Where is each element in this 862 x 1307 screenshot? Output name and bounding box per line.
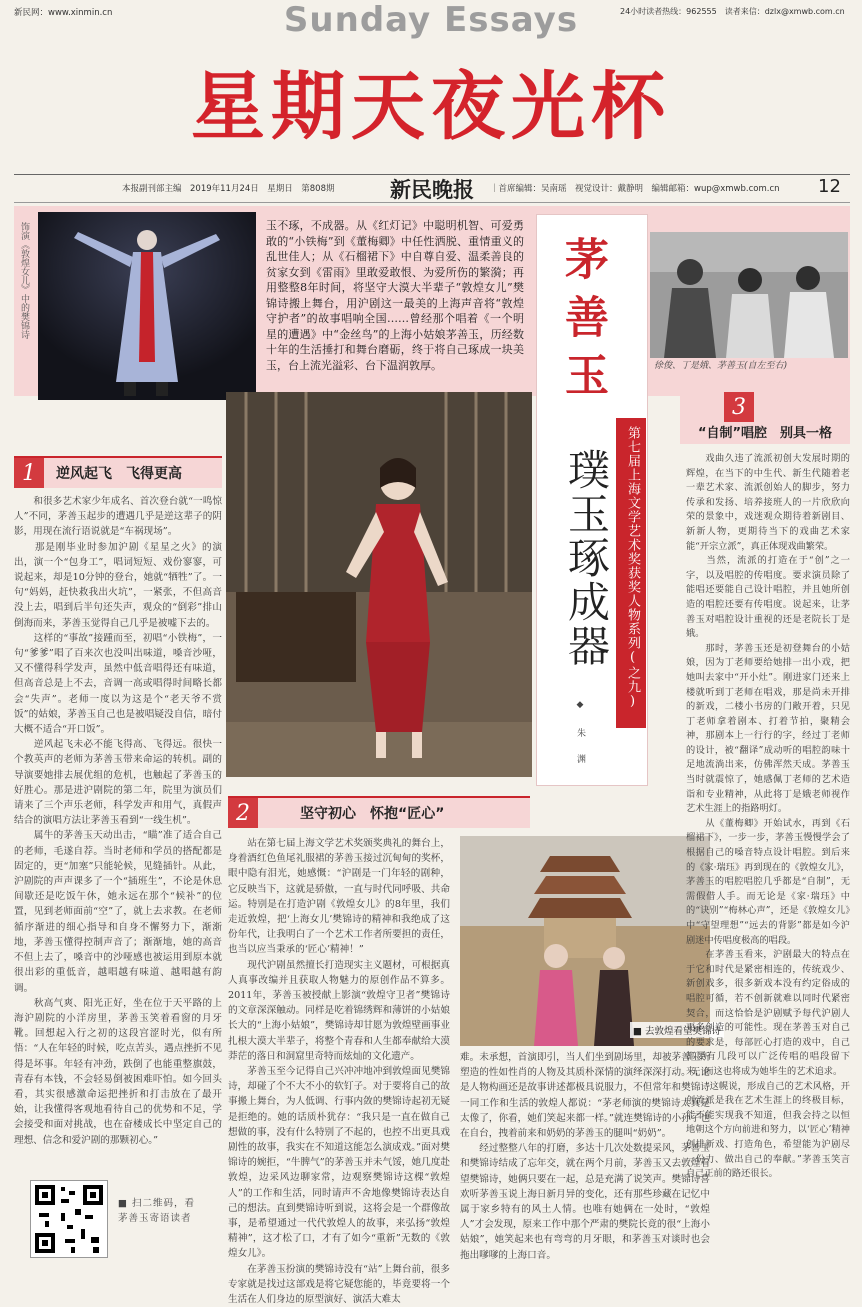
qr-caption: ■ 扫二维码，看茅善玉寄语读者 bbox=[118, 1198, 195, 1224]
editor-line: 本报副刊部主编 2019年11月24日 星期日 第808期 bbox=[122, 184, 335, 194]
caption-right-top: 徐俊、丁是娥、茅善玉(自左至右) bbox=[654, 361, 788, 371]
staff-line: ｜首席编辑：吴南瑶 视觉设计：戴静明 编辑邮箱：wup@xmwb.com.cn bbox=[490, 184, 780, 194]
section2-title: 坚守初心 怀抱“匠心” bbox=[300, 806, 445, 822]
caption-left: 饰演《敦煌女儿》中的樊锦诗 bbox=[19, 222, 29, 339]
english-title: Sunday Essays bbox=[283, 0, 579, 40]
section2-body-a: 站在第七届上海文学艺术奖颁奖典礼的舞台上，身着酒红色鱼尾礼服裙的茅善玉接过沉甸甸的奖杯，眼中隐有泪光，她感慨：“沪剧是一门年轻的剧种，它反映当下，这就是骄傲，一直与时代同呼吸、共命运。特别是在打造沪剧《敦煌女儿》的8年里，我们走近敦煌，把‘上海女儿’樊锦诗的精神和我绝成了这份年代，让我明白了一个艺术工作者所要担的责任，也当以应当秉承的‘匠心’精神！” 现代沪剧虽然擅长打造现实主义题材，可根据真人真事改编并且获取人物魅力的原创作品不算多。2011年，茅善玉被授献上影演“敦煌守卫者”樊锦诗的文章深深触动。同样是吃着锦绣辉和薄饼的小姑娘长大的“上海小姑娘”，樊锦诗却甘愿为敦煌壁画事业扎根大漠大半辈子，将整个青春和人生都奉献给大漠莽茫的落日和洞窟里奇特而炫灿的文化遗产。 茅善玉至今记得自己兴冲冲地冲到敦煌面见樊锦诗，却碰了个不大不小的软钉子。对于要将自己的故事搬上舞台，为人低调、行事内敛的樊锦诗起初无疑是拒绝的。她的话质朴犹存：“我只是一直在做自己想做的事，没有什么特别了不起的，也控不出更具戏剧性的故事，我实在不知道这能怎么演成戏。”面对樊锦诗的婉拒，“牛脾气”的茅善玉并未气馁，她几度赴敦煌，边采风边聊家常，边观察樊锦诗这棵“敦煌人”的工作和生活，同时请声不舍地像樊锦诗表达自己的想法。直到樊锦诗听到说，这将会是一个群像故事，是希望通过一代代敦煌人的故事，来弘扬“敦煌精神”，这才松了口，才有了如今“重新”无数的《敦煌女儿》。 在茅善玉扮演的樊锦诗没有“站”上舞台前，很多专家就是找过这部戏是将它疑您能的，毕竟要将一个生活在人们身边的原型演好、演活大难太 bbox=[228, 838, 450, 1306]
intro-text: 玉不琢，不成器。从《红灯记》中聪明机智、可爱勇敢的“小铁梅”到《董梅卿》中任性洒脱、重情重义的乱世佳人；从《石榴裙下》中自尊自爱、温柔善良的贫家女到《雷雨》里敢爱敢恨、为爱所伤的繁漪；再用整整8年时间，将坚守大漠大半辈子“敦煌女儿”樊锦诗搬上舞台，用沪剧这一最美的上海声音将“敦煌守护者”的故事唱响全国……曾经那个唱着《一个明星的遭遇》中“金丝鸟”的上海小姑娘茅善玉，历经数十年的生活捶打和舞台磨砺，终于将自己琢成一块美玉，台上流光溢彩、台下温润敦厚。 bbox=[266, 219, 524, 372]
reader-hotline: 24小时读者热线：962555 读者来信：dzlx@xmwb.com.cn bbox=[620, 7, 845, 16]
section1-body: 和很多艺术家少年成名、首次登台就“一鸣惊人”不同，茅善玉起步的遭遇几乎是逆这辈子的阴影，用现在流行语说就是“车祸现场”。 那是刚毕业时参加沪剧《星星之火》的演出，演一个“包身工”，唱词短短、戏份寥寥，可说起来，却是10分钟的登台，她就“牺牲”了。一句“妈妈，赶快救我出火坑”，一紧张，不但高音没上去，唱到后半句还失声，观众的“倒彩”排山倒海而来，茅善玉觉得自己几乎是被嘘下去的。 这样的“事故”接踵而至，初唱“小铁梅”，一句“爹爹”唱了百来次也没叫出味道，嗓音沙哑，又不懂得科学发声，虽然中低音唱得还有味道，但高音总是上不去，音调一高或唱得时间略长都会“失声”。老师一度以为这是个“老天爷不赏饭”的姑娘，茅善玉自己也是被唱疑没自信，暗付大概不适合“开口饭”。 逆风起飞未必不能飞得高、飞得远。很快一个教英声的老师为茅善玉带来命运的转机。副的导演要她排去展优组的危机，也触起了茅善玉的好胜心。那是进沪剧院的第二年，院里为演员们请来了三个声乐老师，科学发声和用气，真假声结合的演唱方法让茅善玉看到“一线生机”。 属牛的茅善玉天动出击，“瞄”准了适合自己的老师，毛遂自荐。当时老师和学员的搭配都是固定的，更“加塞”只能轮候，见缝插针。从此，沪剧院的声声课多了一个“插班生”，不论是休息间歇还是吃饭午休，她永远在那个“候补”的位置，见到老师面前“空”了，就上去求教。在老师循序渐进的细心指导和自身不懈努力下，渐渐地，茅善玉懂得控制声音了；渐渐地，她的高音不但上去了，嗓音中的沙哑感也被运用到原本就很出彩的重低音，越唱越有味道、越唱越有韵调。 秋高气爽、阳光正好，坐在位于天平路的上海沪剧院的小洋房里，茅善玉笑着看窗的月牙靴。回想起入行之初的这段宫涩时光，似有所悟：“人在年轻的时候，吃点苦头，遇点挫折不见得是坏事。年轻有冲劲，跌倒了也能重整旗鼓，青春有本钱，不会轻易倒被困难吓怕。如今回头看，其实很感激命运把挫折和打击放在了最开始，让我懂得客观地看待自己的优势和不足，学会接受和面对挑战，也在奋楼成长中坚定自己的理想、信念和爱沪剧的那颗初心。” bbox=[14, 496, 222, 1146]
chinese-title: 星期天夜光杯 bbox=[191, 64, 671, 150]
historic-photo bbox=[650, 232, 848, 358]
dunhuang-photo bbox=[460, 836, 710, 1046]
section2-body-b: 难。未承想，首演即引，当人们坐到剧场里，却被茅善玉所塑造的性如性肖的人物及其质朴深情的演绎深深打动。无论是人物构画还是故事讲述都极具说服力，不但常年和樊锦诗一同工作和生活的敦煌人都说：“茅老师演的樊锦诗太真是太像了，你看，她们笑起来都一样。”就连樊锦诗的小孙子也在自台，拽着前来和奶奶的茅善玉的腿叫“奶奶”。 经过整整八年的打磨，多达十几次处数提采风，茅善玉和樊锦诗结成了忘年交，就在两个月前，茅善玉又去敦煌看望樊锦诗，她俩只要在一起，总是充满了说笑声。樊锦诗喜欢听茅善玉说上海日新月异的变化，还有那些珍藏在记忆中属于家乡特有的风土人情。也唯有她俩在一处时，“敦煌人”才会发现，原来工作中那个严肃的樊院长竟的很“上海小姑娘”，她笑起来也有弯弯的月牙眼，和茅善玉对谈时也会拖出嗲嗲的上海口音。 bbox=[460, 1052, 710, 1261]
section1-title: 逆风起飞 飞得更高 bbox=[56, 466, 182, 482]
paper-name: 新民晚报 bbox=[390, 177, 474, 202]
name-vertical: 茅善玉 bbox=[557, 236, 608, 410]
section1-number: 1 bbox=[14, 458, 44, 488]
author-vertical: ◆ 朱 渊 bbox=[575, 700, 585, 767]
section3-title: “自制”唱腔 别具一格 bbox=[697, 426, 833, 441]
portrait-photo bbox=[226, 392, 532, 777]
caption-dunhuang: ■ 去敦煌看望樊锦诗 bbox=[630, 1022, 724, 1038]
section3-header bbox=[680, 388, 850, 444]
section2-header bbox=[228, 796, 530, 828]
series-vertical: 第七届上海文学艺术奖获奖人物系列(之九) bbox=[616, 418, 646, 728]
headline-vertical: 璞玉琢成器 bbox=[562, 448, 611, 668]
site-url: 新民网：www.xinmin.cn bbox=[14, 8, 113, 18]
section2-number: 2 bbox=[228, 798, 258, 828]
section3-body: 戏曲久违了流派初创大发展时期的辉煌，在当下的中生代、新生代随着老一辈艺术家、流派创始人的脚步，努力传承和发扬、培养接班人的一片欣欣向荣的景象中，戏迷观众期待着新剧目、新新人物，更期待当下的戏曲艺术家能“开宗立派”，真正体现戏曲繁荣。 当然，流派的打造在于“创”之一字，以及唱腔的传唱度。要求演员除了能唱还要能自己设计唱腔，并且她所创造的唱腔还要有传唱度。说起来，让茅善玉对唱腔设计重视的还是老院长丁是娥。 那时，茅善玉还是初登舞台的小姑娘，因为丁老师要给她排一出小戏，把她叫去家中“开小灶”。刚进家门还来上楼就听到丁老师在唱戏，那是尚未开排的新戏，二楼小书房的门敞开着，只见丁老师拿着剧本、打着节拍，聚精会神，那剧本上一行行的字，经过丁老师的设计，被“翻译”成动听的唱腔韵味十足地流淌出来，仿佛浑然天成。茅善玉当时就震惊了，她感佩丁老师的艺术造诣和专业精神，从此将丁是娥老师视作艺术生涯上的指路明灯。 从《董梅卿》开始试水，再到《石榴裙下》，一步一步，茅善玉慢慢学会了根据自己的嗓音特点设计唱腔。到后来的《家·瑞珏》再到现在的《敦煌女儿》，茅善玉的唱腔唱腔几乎都是“自制”，无需假借人手。而无论是《家·瑞珏》中的“诀别”“梅林心声”，还是《敦煌女儿》中“守望理想”“远去的背影”都是如今沪剧迷中传唱度极高的唱段。 在茅善玉看来，沪剧最大的特点在于它和时代是紧密相连的，传统戏少、新创戏多，很多新戏本没有约定俗成的唱腔可循，若不创新就难以同时代紧密契合，而这恰恰是沪剧赋予每代沪剧人更多创造的可能性。现在茅善玉对自己的要求是，每部匠心打造的戏中，自己都要有几段可以广泛传唱的唱段留下来，而这也将成为她毕生的艺术追求。 “这幌说，形成自己的艺术风格，开创流派是我在艺术生涯上的终极目标，能不能实现我不知道，但我会持之以恒地朝这个方向前进和努力，以‘匠心’精神创排新戏、打造角色，希望能为沪剧尽一份力、做出自己的奉献。”茅善玉笑言自己正前的路还很长。 bbox=[686, 453, 850, 1180]
section1-header bbox=[14, 456, 222, 488]
stage-photo bbox=[38, 212, 256, 400]
qr-code[interactable] bbox=[30, 1180, 108, 1258]
page-number: 12 bbox=[818, 176, 841, 197]
section3-number: 3 bbox=[724, 392, 754, 422]
